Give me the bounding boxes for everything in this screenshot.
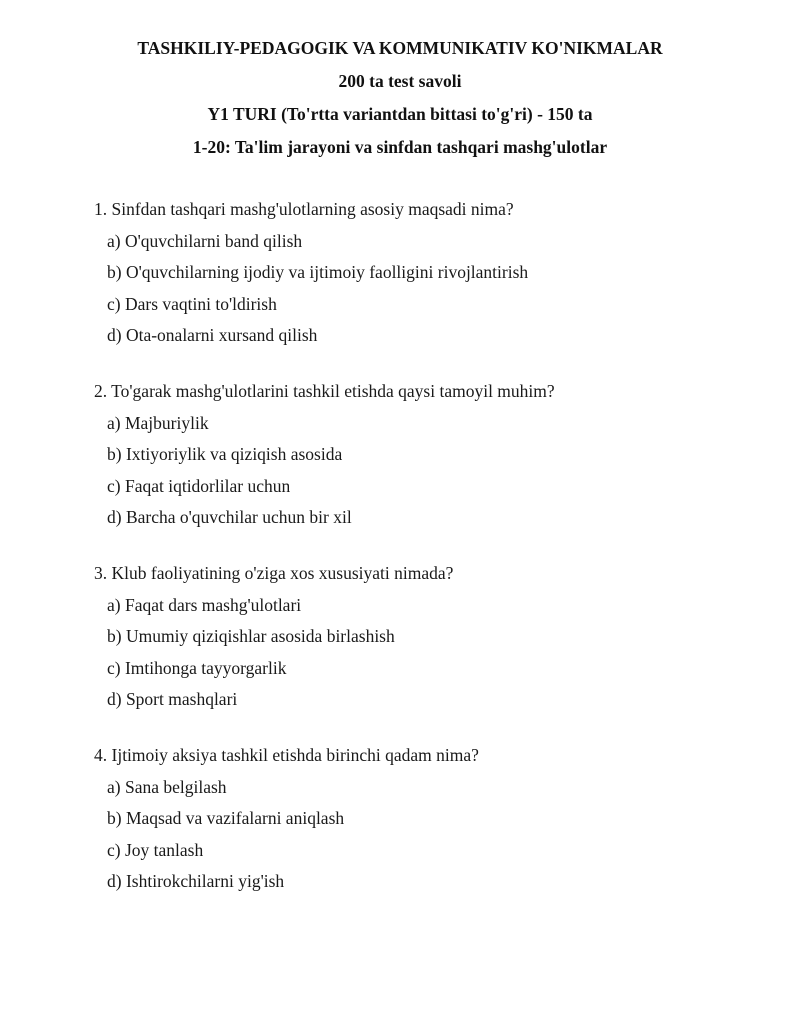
question-item (94, 563, 800, 709)
answer-option: a) Majburiylik (107, 412, 209, 433)
answer-option: d) Ishtirokchilarni yig'ish (107, 871, 285, 891)
answer-option: a) Sana belgilash (107, 776, 227, 797)
answer-option: c) Joy tanlash (107, 839, 204, 860)
answer-option: a) Faqat dars mashg'ulotlari (107, 594, 302, 615)
question-text: 4. Ijtimoiy aksiya tashkil etishda birinchi qadam nima? (94, 745, 479, 765)
answer-option: d) Barcha o'quvchilar uchun bir xil (107, 507, 352, 527)
document-subtitle: 200 ta test savoli (338, 71, 462, 91)
question-list (0, 199, 800, 891)
section-heading: 1-20: Ta'lim jarayoni va sinfdan tashqari mashg'ulotlar (192, 137, 608, 157)
question-item (94, 381, 800, 527)
question-item (94, 199, 800, 345)
answer-option: b) Ixtiyoriylik va qiziqish asosida (107, 444, 343, 464)
question-text: 1. Sinfdan tashqari mashg'ulotlarning asosiy maqsadi nima? (94, 199, 514, 219)
answer-option: b) Maqsad va vazifalarni aniqlash (107, 808, 345, 828)
answer-option: a) O'quvchilarni band qilish (107, 230, 303, 251)
answer-option: c) Faqat iqtidorlilar uchun (107, 475, 291, 496)
answer-option: b) Umumiy qiziqishlar asosida birlashish (107, 626, 395, 646)
answer-option: d) Sport mashqlari (107, 689, 238, 709)
answer-option: c) Imtihonga tayyorgarlik (107, 657, 287, 678)
document-header (0, 38, 800, 157)
answer-option: c) Dars vaqtini to'ldirish (107, 293, 277, 314)
answer-option: d) Ota-onalarni xursand qilish (107, 325, 318, 345)
question-text: 2. To'garak mashg'ulotlarini tashkil etishda qaysi tamoyil muhim? (94, 381, 555, 401)
question-item (94, 745, 800, 891)
question-text: 3. Klub faoliyatining o'ziga xos xususiyati nimada? (94, 563, 454, 583)
test-type-heading: Y1 TURI (To'rtta variantdan bittasi to'g'ri) - 150 ta (207, 104, 593, 124)
document-title: TASHKILIY-PEDAGOGIK VA KOMMUNIKATIV KO'NIKMALAR (137, 38, 663, 58)
answer-option: b) O'quvchilarning ijodiy va ijtimoiy faolligini rivojlantirish (107, 262, 529, 282)
